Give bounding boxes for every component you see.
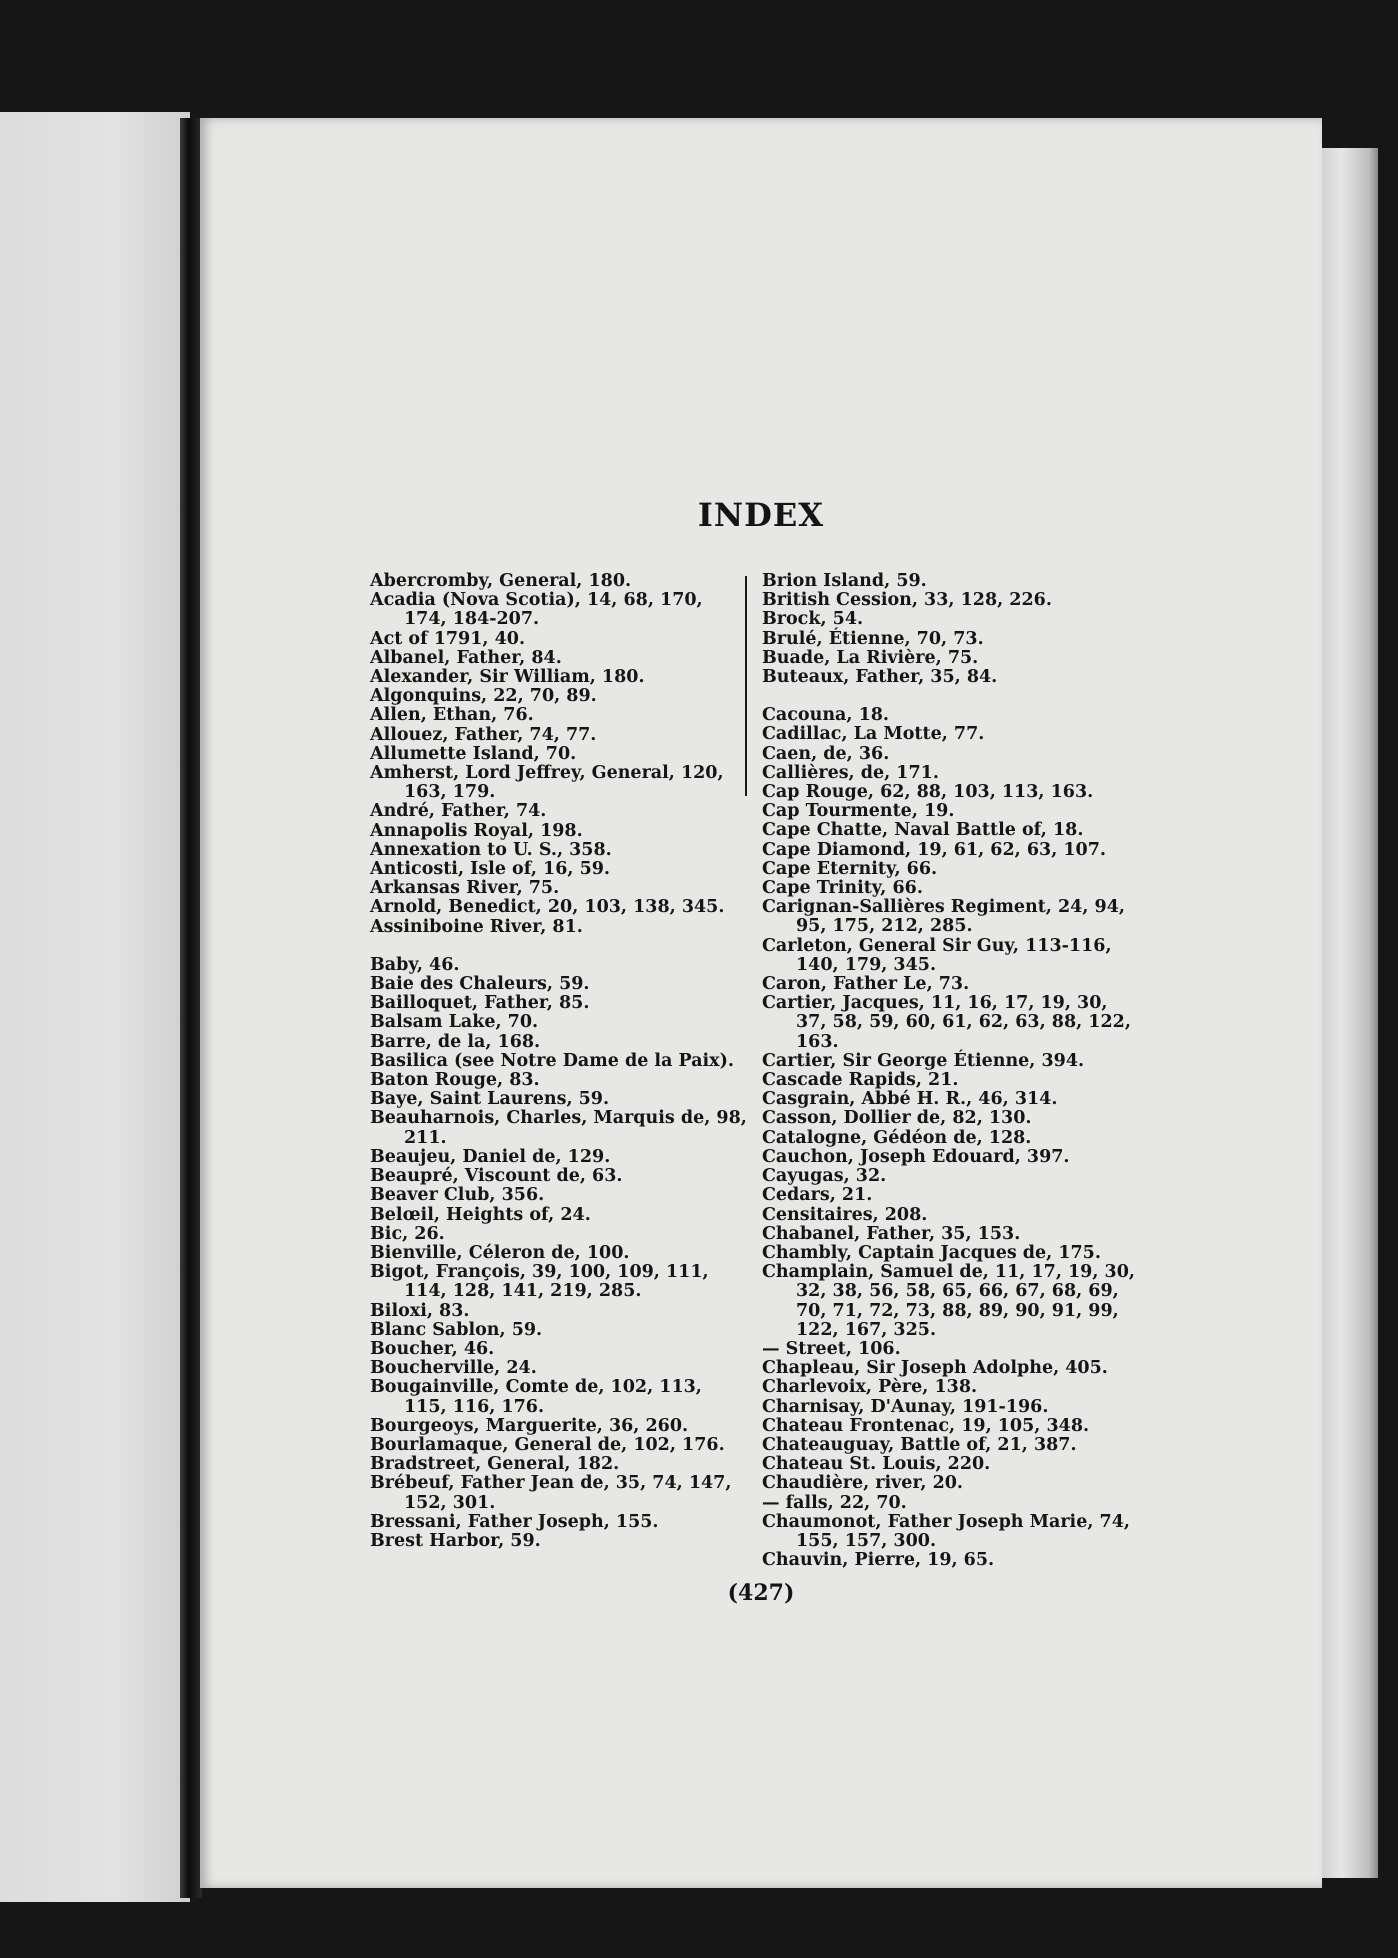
index-entry: Cacouna, 18. <box>762 705 890 726</box>
index-entry: Bougainville, Comte de, 102, 113, 115, 116, 176. <box>370 1377 702 1417</box>
index-entry: Cedars, 21. <box>762 1185 873 1206</box>
index-entry: Carignan-Sallières Regiment, 24, 94, 95, 175, 212, 285. <box>762 897 1125 937</box>
index-entry: Alexander, Sir William, 180. <box>370 667 645 688</box>
index-entry: Allumette Island, 70. <box>370 743 577 764</box>
index-entry: Brulé, Étienne, 70, 73. <box>762 628 984 649</box>
index-entry: Bourgeoys, Marguerite, 36, 260. <box>370 1415 689 1436</box>
index-entry: Boucher, 46. <box>370 1338 495 1359</box>
index-entry: Callières, de, 171. <box>762 762 939 783</box>
index-entry: Bressani, Father Joseph, 155. <box>370 1511 659 1532</box>
index-entry: Bailloquet, Father, 85. <box>370 993 590 1014</box>
index-entry: Anticosti, Isle of, 16, 59. <box>370 859 611 880</box>
index-entry: Chateauguay, Battle of, 21, 387. <box>762 1434 1077 1455</box>
index-entry: Annapolis Royal, 198. <box>370 820 583 841</box>
index-entry: Balsam Lake, 70. <box>370 1012 539 1033</box>
index-entry: Cap Rouge, 62, 88, 103, 113, 163. <box>762 782 1094 803</box>
index-entry: — falls, 22, 70. <box>762 1492 907 1513</box>
book-gutter <box>180 118 202 1898</box>
index-entry: Baie des Chaleurs, 59. <box>370 974 590 995</box>
index-entry: Censitaires, 208. <box>762 1204 928 1225</box>
facing-page-edge <box>0 112 190 1902</box>
index-entry: Biloxi, 83. <box>370 1300 470 1321</box>
page-stack-edge <box>1318 148 1378 1878</box>
index-entry: Cartier, Sir George Étienne, 394. <box>762 1050 1085 1071</box>
column-divider <box>745 576 747 796</box>
index-entry: Arnold, Benedict, 20, 103, 138, 345. <box>370 897 725 918</box>
index-entry: Charlevoix, Père, 138. <box>762 1377 978 1398</box>
index-entry: Cap Tourmente, 19. <box>762 801 955 822</box>
index-entry: Cauchon, Joseph Edouard, 397. <box>762 1146 1070 1167</box>
index-entry: Catalogne, Gédéon de, 128. <box>762 1127 1032 1148</box>
index-column-right <box>762 572 1142 1570</box>
index-entry: Chaumonot, Father Joseph Marie, 74, 155, 157, 300. <box>762 1511 1130 1551</box>
index-entry: André, Father, 74. <box>370 801 547 822</box>
index-entry: Cape Chatte, Naval Battle of, 18. <box>762 820 1084 841</box>
index-entry: Cartier, Jacques, 11, 16, 17, 19, 30, 37, 58, 59, 60, 61, 62, 63, 88, 122, 163. <box>762 993 1131 1052</box>
index-entry: Baton Rouge, 83. <box>370 1070 540 1091</box>
index-entry: — Street, 106. <box>762 1338 901 1359</box>
index-entry: Brébeuf, Father Jean de, 35, 74, 147, 152, 301. <box>370 1473 732 1513</box>
index-entry: Beaver Club, 356. <box>370 1185 545 1206</box>
index-entry: Brion Island, 59. <box>762 571 927 591</box>
index-entry: Chapleau, Sir Joseph Adolphe, 405. <box>762 1358 1108 1379</box>
index-entry: Bigot, François, 39, 100, 109, 111, 114, 128, 141, 219, 285. <box>370 1262 709 1302</box>
index-page <box>200 118 1322 1888</box>
index-entry: Cayugas, 32. <box>762 1166 887 1187</box>
index-entry: Bradstreet, General, 182. <box>370 1454 620 1475</box>
index-entry: Beaupré, Viscount de, 63. <box>370 1166 623 1187</box>
index-entry: Casson, Dollier de, 82, 130. <box>762 1108 1032 1129</box>
index-entry: Blanc Sablon, 59. <box>370 1319 543 1340</box>
index-entry: Chateau Frontenac, 19, 105, 348. <box>762 1415 1090 1436</box>
index-entry: Buade, La Rivière, 75. <box>762 647 979 668</box>
index-entry: Abercromby, General, 180. <box>370 571 632 591</box>
index-entry: Chabanel, Father, 35, 153. <box>762 1223 1021 1244</box>
index-entry: Allen, Ethan, 76. <box>370 705 534 726</box>
index-entry: Barre, de la, 168. <box>370 1031 541 1052</box>
index-entry: Bienville, Céleron de, 100. <box>370 1242 630 1263</box>
index-entry: Bic, 26. <box>370 1223 445 1244</box>
index-entry: Chauvin, Pierre, 19, 65. <box>762 1550 995 1571</box>
index-entry: Champlain, Samuel de, 11, 17, 19, 30, 32, 38, 56, 58, 65, 66, 67, 68, 69, 70, 71, 72, 73, 88, 89, 90, 91, 99, 122, 167, 325. <box>762 1262 1135 1340</box>
index-entry: Cape Diamond, 19, 61, 62, 63, 107. <box>762 839 1107 860</box>
index-entry: Cadillac, La Motte, 77. <box>762 724 985 745</box>
index-entry: Chateau St. Louis, 220. <box>762 1454 991 1475</box>
index-entry: Albanel, Father, 84. <box>370 647 562 668</box>
index-entry: British Cession, 33, 128, 226. <box>762 590 1052 611</box>
index-entry: Charnisay, D'Aunay, 191-196. <box>762 1396 1049 1417</box>
index-column-left <box>370 572 750 1551</box>
index-entry: Cascade Rapids, 21. <box>762 1070 959 1091</box>
page-number: (427) <box>727 1580 795 1606</box>
index-entry: Casgrain, Abbé H. R., 46, 314. <box>762 1089 1058 1110</box>
index-entry: Caen, de, 36. <box>762 743 890 764</box>
index-entry: Arkansas River, 75. <box>370 878 560 899</box>
index-entry: Cape Trinity, 66. <box>762 878 923 899</box>
index-entry: Baye, Saint Laurens, 59. <box>370 1089 610 1110</box>
index-entry: Act of 1791, 40. <box>370 628 526 649</box>
index-entry: Basilica (see Notre Dame de la Paix). <box>370 1050 734 1071</box>
index-entry: Assiniboine River, 81. <box>370 916 583 937</box>
index-entry: Bourlamaque, General de, 102, 176. <box>370 1434 725 1455</box>
index-entry: Cape Eternity, 66. <box>762 858 938 879</box>
index-entry: Baby, 46. <box>370 954 460 975</box>
index-entry: Belœil, Heights of, 24. <box>370 1204 591 1225</box>
page-title: INDEX <box>697 496 825 534</box>
index-entry: Annexation to U. S., 358. <box>370 839 612 860</box>
index-entry: Beaujeu, Daniel de, 129. <box>370 1146 611 1167</box>
index-entry: Caron, Father Le, 73. <box>762 974 970 995</box>
index-entry: Amherst, Lord Jeffrey, General, 120, 163, 179. <box>370 763 724 803</box>
index-entry: Algonquins, 22, 70, 89. <box>370 686 597 707</box>
index-entry: Acadia (Nova Scotia), 14, 68, 170, 174, 184-207. <box>370 590 703 630</box>
index-entry: Brock, 54. <box>762 609 864 630</box>
index-entry: Carleton, General Sir Guy, 113-116, 140, 179, 345. <box>762 935 1112 975</box>
index-entry: Brest Harbor, 59. <box>370 1530 541 1551</box>
index-entry: Allouez, Father, 74, 77. <box>370 724 597 745</box>
index-entry: Boucherville, 24. <box>370 1358 537 1379</box>
index-entry: Beauharnois, Charles, Marquis de, 98, 211. <box>370 1108 747 1148</box>
index-entry: Chambly, Captain Jacques de, 175. <box>762 1242 1101 1263</box>
index-entry: Buteaux, Father, 35, 84. <box>762 667 998 688</box>
index-entry: Chaudière, river, 20. <box>762 1473 964 1494</box>
